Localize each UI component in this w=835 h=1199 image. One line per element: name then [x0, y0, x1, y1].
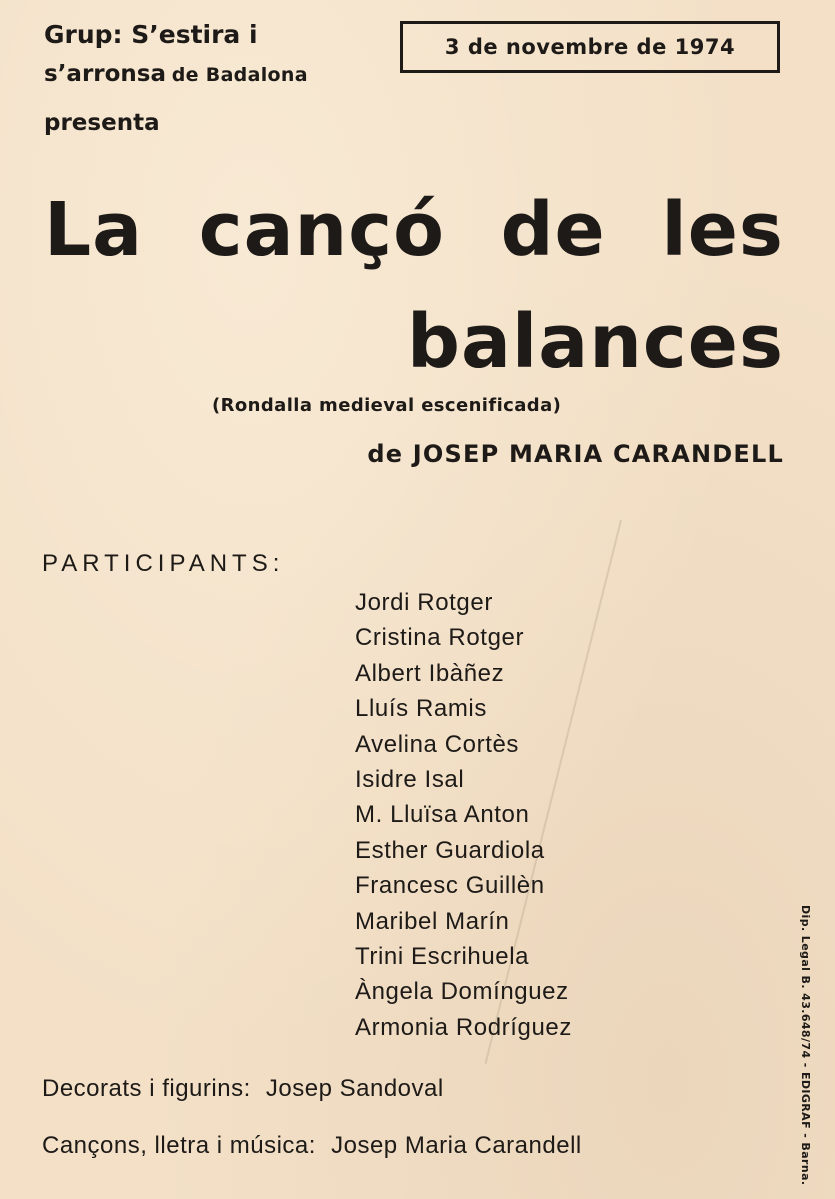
- participant-name: Isidre Isal: [355, 765, 465, 793]
- participant-name: M. Lluïsa Anton: [355, 801, 530, 829]
- participant-name: Àngela Domínguez: [355, 978, 569, 1006]
- author-line: de JOSEP MARIA CARANDELL: [367, 440, 784, 468]
- title-word: La: [44, 187, 144, 273]
- group-name-line1: Grup: S’estira i: [44, 20, 258, 49]
- credit-decorats-label: Decorats i figurins:: [42, 1075, 251, 1102]
- participant-name: Lluís Ramis: [355, 695, 487, 723]
- participant-name: Albert Ibàñez: [355, 659, 505, 687]
- title-word: cançó: [198, 187, 445, 273]
- participant-name: Avelina Cortès: [355, 730, 520, 758]
- participant-name: Esther Guardiola: [355, 836, 545, 864]
- event-date: 3 de novembre de 1974: [444, 35, 736, 59]
- participants-heading: PARTICIPANTS:: [42, 550, 285, 577]
- group-name-line2: [44, 61, 308, 87]
- title-line2: balances: [407, 299, 784, 385]
- group-name-main: s’arronsa: [44, 61, 167, 87]
- credit-cancons: [42, 1132, 582, 1160]
- credit-decorats: [42, 1075, 444, 1103]
- participant-name: Cristina Rotger: [355, 624, 525, 652]
- title-word: les: [661, 187, 784, 273]
- participant-name: Maribel Marín: [355, 907, 510, 935]
- title-word: de: [500, 187, 606, 273]
- credit-decorats-value: Josep Sandoval: [265, 1075, 444, 1102]
- participant-name: Trini Escrihuela: [355, 942, 530, 970]
- credit-cancons-label: Cançons, lletra i música:: [42, 1132, 316, 1159]
- date-box: [400, 21, 780, 73]
- subtitle: (Rondalla medieval escenificada): [212, 395, 562, 416]
- participant-name: Francesc Guillèn: [355, 872, 545, 900]
- participant-name: Armonia Rodríguez: [355, 1013, 572, 1041]
- legal-deposit-note: Dip. Legal B. 43.648/74 - EDIGRAF - Barna.: [799, 905, 812, 1186]
- participants-list: [355, 588, 572, 1048]
- participant-name: Jordi Rotger: [355, 589, 493, 616]
- group-city: de Badalona: [171, 64, 308, 86]
- credit-cancons-value: Josep Maria Carandell: [331, 1132, 582, 1159]
- title-line1: [44, 187, 784, 273]
- presenta-label: presenta: [44, 110, 160, 136]
